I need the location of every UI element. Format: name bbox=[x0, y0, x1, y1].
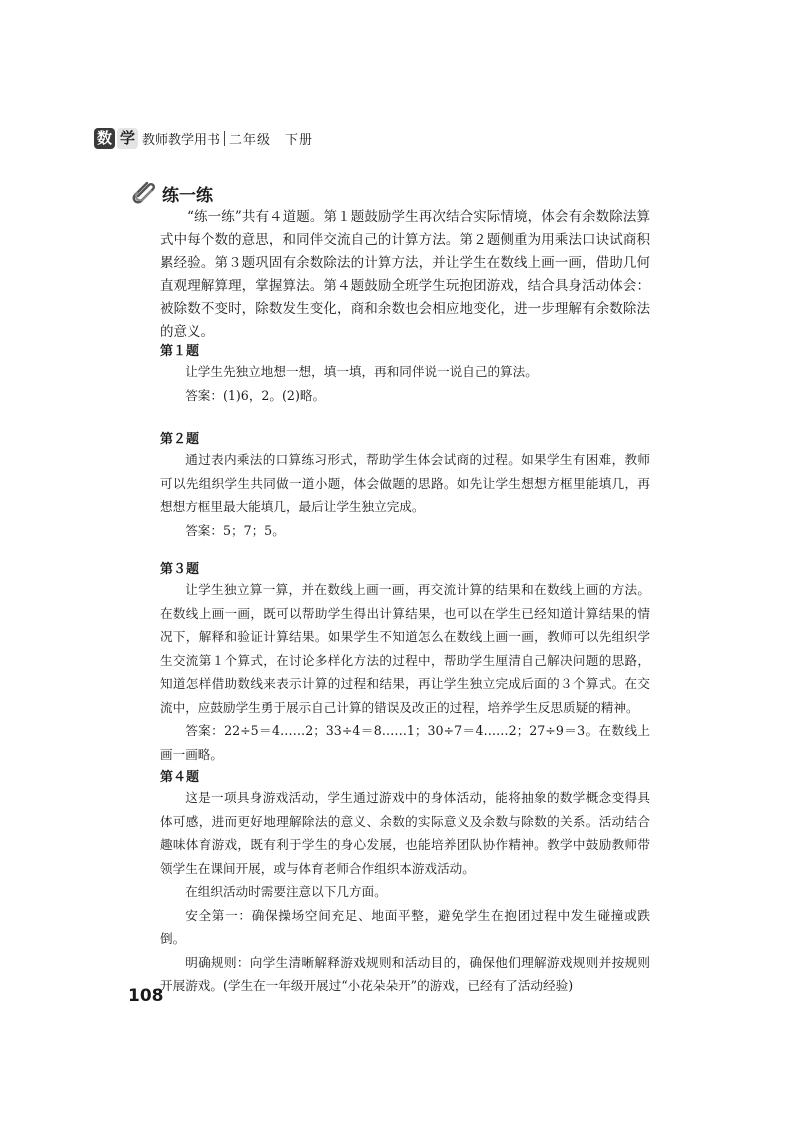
logo-char-2: 学 bbox=[117, 128, 138, 149]
question-3-body bbox=[160, 578, 650, 766]
question-2-title: 第２题 bbox=[160, 432, 200, 447]
page-number: 108 bbox=[128, 986, 164, 1006]
section-intro: “练一练”共有４道题。第１题鼓励学生再次结合实际情境，体会有余数除法算式中每个数的意思，和同伴交流自己的计算方法。第２题侧重为用乘法口诀试商积累经验。第３题巩固有余数除法的计算方法，并让学生在数线上画一画，借助几何直观理解算理，掌握算法。第４题鼓励全班学生玩抱团游戏，结合具身活动体会：被除数不变时，除数发生变化，商和余数也会相应地变化，进一步理解有余数除法的意义。 bbox=[160, 209, 650, 340]
subject-logo bbox=[94, 128, 138, 149]
question-3-title: 第３题 bbox=[160, 562, 200, 577]
question-4-note: 在组织活动时需要注意以下几方面。 bbox=[185, 884, 387, 899]
question-4-title: 第４题 bbox=[160, 770, 200, 785]
question-4-text: 这是一项具身游戏活动，学生通过游戏中的身体活动，能将抽象的数学概念变得具体可感，进而更好地理解除法的意义、余数的实际意义及余数与除数的关系。活动结合趣味体育游戏，既有利于学生的身心发展，也能培养团队协作精神。教学中鼓励教师带领学生在课间开展，或与体育老师合作组织本游戏活动。 bbox=[160, 790, 650, 876]
paperclip-icon bbox=[128, 180, 158, 206]
question-3-text: 让学生独立算一算，并在数线上画一画，再交流计算的结果和在数线上画的方法。在数线上画一画，既可以帮助学生得出计算结果，也可以在学生已经知道计算结果的情况下，解释和验证计算结果。如果学生不知道怎么在数线上画一画，教师可以先组织学生交流第１个算式，在讨论多样化方法的过程中，帮助学生厘清自己解决问题的思路，知道怎样借助数线来表示计算的过程和结果，再让学生独立完成后面的３个算式。在交流中，应鼓励学生勇于展示自己计算的错误及改正的过程，培养学生反思质疑的精神。 bbox=[160, 582, 650, 715]
question-2-answer: 答案：5；7；5。 bbox=[185, 522, 285, 538]
question-1-answer: 答案：(1)6，2。(2)略。 bbox=[185, 387, 326, 403]
question-2-text: 通过表内乘法的口算练习形式，帮助学生体会试商的过程。如果学生有困难，教师可以先组织学生共同做一道小题，体会做题的思路。如先让学生想想方框里能填几，再想想方框里最大能填几，最后让学生独立完成。 bbox=[160, 452, 650, 514]
running-header bbox=[94, 128, 313, 149]
question-1-title: 第１题 bbox=[160, 344, 200, 359]
question-4-body bbox=[160, 786, 650, 998]
question-4-safety: 安全第一：确保操场空间充足、地面平整，避免学生在抱团过程中发生碰撞或跌倒。 bbox=[160, 907, 650, 946]
question-1-body bbox=[160, 360, 650, 407]
header-divider bbox=[224, 131, 225, 146]
question-2-body bbox=[160, 448, 650, 542]
logo-char-1: 数 bbox=[94, 128, 115, 149]
grade-label: 二年级 下册 bbox=[229, 133, 314, 148]
question-1-text: 让学生先独立地想一想，填一填，再和同伴说一说自己的算法。 bbox=[185, 364, 538, 379]
section-title: 练一练 bbox=[162, 185, 213, 206]
question-3-answer: 答案：22÷5＝4……2；33÷4＝8……1；30÷7＝4……2；27÷9＝3。在数线上画一画略。 bbox=[160, 723, 650, 762]
section-heading bbox=[128, 180, 213, 206]
book-title: 教师教学用书 bbox=[142, 133, 221, 148]
question-4-rules: 明确规则：向学生清晰解释游戏规则和活动目的，确保他们理解游戏规则并按规则开展游戏。(学生在一年级开展过“小花朵朵开”的游戏，已经有了活动经验) bbox=[160, 954, 650, 993]
